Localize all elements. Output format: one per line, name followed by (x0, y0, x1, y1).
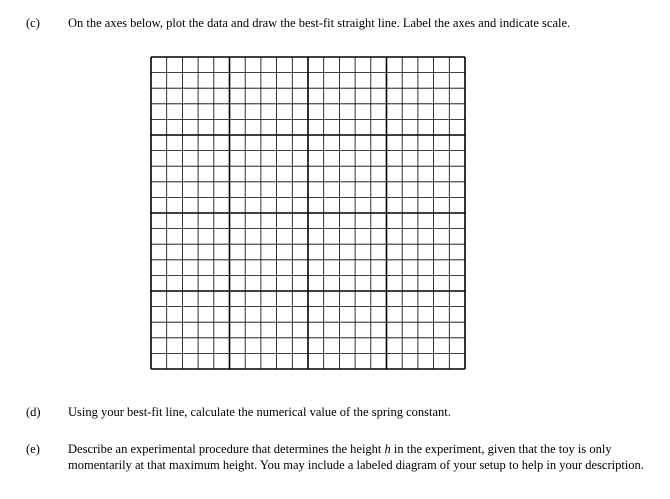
question-e-text-after: in the experiment, given that the toy is only momentarily at that maximum height. You may include a labeled diagram of your setup to help in your description. (68, 442, 644, 472)
question-d-text: Using your best-fit line, calculate the numerical value of the spring constant. (68, 405, 451, 419)
question-e-text-before: Describe an experimental procedure that determines the height (68, 442, 385, 456)
answer-grid[interactable] (150, 56, 466, 370)
question-e-text (68, 441, 663, 473)
question-e-label: (e) (26, 442, 40, 456)
grid-lines (150, 56, 466, 370)
question-c-text: On the axes below, plot the data and draw the best-fit straight line. Label the axes and indicate scale. (68, 16, 571, 30)
question-c-label: (c) (26, 16, 40, 30)
height-variable: h (384, 442, 391, 456)
question-d-label: (d) (26, 405, 41, 419)
